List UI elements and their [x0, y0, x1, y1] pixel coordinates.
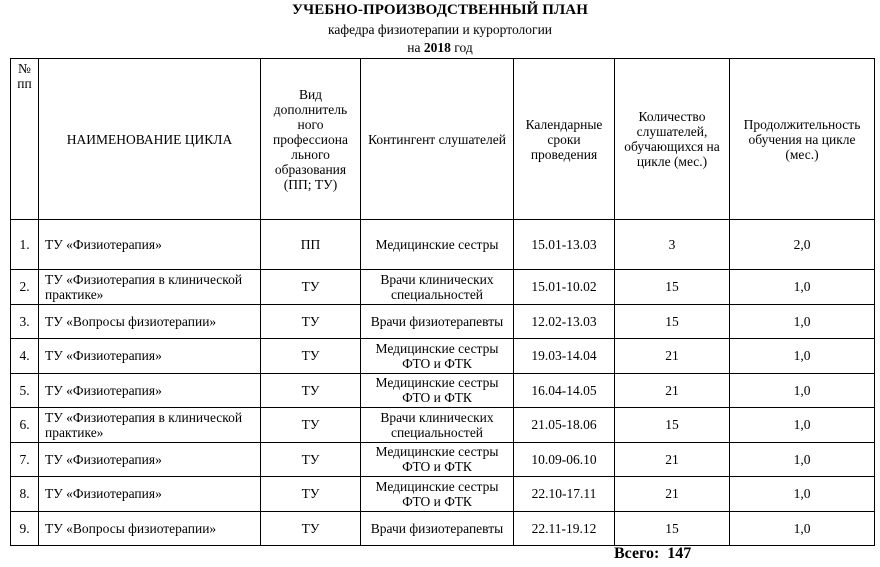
cell-duration: 1,0 — [730, 408, 875, 443]
document-title: УЧЕБНО-ПРОИЗВОДСТВЕННЫЙ ПЛАН — [292, 2, 588, 18]
cell-type: ПП — [261, 220, 361, 270]
table-row — [11, 442, 875, 477]
table-row — [11, 477, 875, 512]
cell-number: 4. — [11, 339, 39, 374]
year-suffix: год — [450, 40, 473, 55]
table-row — [11, 408, 875, 443]
table-row — [11, 220, 875, 270]
column-header-duration: Продолжительность обучения на цикле (мес.) — [730, 59, 875, 220]
cell-type: ТУ — [261, 442, 361, 477]
cell-type: ТУ — [261, 304, 361, 339]
column-header-type: Вид дополнитель ного профессиона льного образования (ПП; ТУ) — [261, 59, 361, 220]
cell-contingent: Медицинские сестры ФТО и ФТК — [361, 373, 514, 408]
cell-duration: 1,0 — [730, 304, 875, 339]
cell-name: ТУ «Физиотерапия» — [39, 220, 261, 270]
total-label: Всего: — [614, 545, 660, 562]
cell-number: 6. — [11, 408, 39, 443]
cell-contingent: Врачи физиотерапевты — [361, 304, 514, 339]
cell-number: 2. — [11, 270, 39, 305]
cell-type: ТУ — [261, 373, 361, 408]
cell-count: 15 — [615, 304, 730, 339]
cell-duration: 2,0 — [730, 220, 875, 270]
cell-count: 21 — [615, 373, 730, 408]
cell-count: 3 — [615, 220, 730, 270]
cell-contingent: Врачи клинических специальностей — [361, 408, 514, 443]
column-header-name: НАИМЕНОВАНИЕ ЦИКЛА — [39, 59, 261, 220]
cell-duration: 1,0 — [730, 270, 875, 305]
table-row — [11, 373, 875, 408]
cell-number: 5. — [11, 373, 39, 408]
cell-duration: 1,0 — [730, 373, 875, 408]
cell-count: 15 — [615, 270, 730, 305]
cell-duration: 1,0 — [730, 339, 875, 374]
cell-dates: 12.02-13.03 — [514, 304, 615, 339]
cell-type: ТУ — [261, 270, 361, 305]
cell-name: ТУ «Физиотерапия» — [39, 477, 261, 512]
cell-name: ТУ «Вопросы физиотерапии» — [39, 304, 261, 339]
cell-contingent: Врачи физиотерапевты — [361, 511, 514, 546]
cell-name: ТУ «Физиотерапия» — [39, 442, 261, 477]
cell-name: ТУ «Физиотерапия» — [39, 339, 261, 374]
table-row — [11, 339, 875, 374]
cell-dates: 10.09-06.10 — [514, 442, 615, 477]
cell-dates: 19.03-14.04 — [514, 339, 615, 374]
cell-duration: 1,0 — [730, 477, 875, 512]
cell-count: 21 — [615, 442, 730, 477]
table-row — [11, 304, 875, 339]
cell-number: 7. — [11, 442, 39, 477]
cell-name: ТУ «Физиотерапия в клинической практике» — [39, 270, 261, 305]
cell-number: 1. — [11, 220, 39, 270]
department-subtitle: кафедра физиотерапии и курортологии — [327, 22, 553, 37]
cell-contingent: Врачи клинических специальностей — [361, 270, 514, 305]
cell-type: ТУ — [261, 339, 361, 374]
cell-number: 9. — [11, 511, 39, 546]
column-header-number: № пп — [11, 59, 39, 220]
year-line — [0, 40, 880, 56]
cell-number: 3. — [11, 304, 39, 339]
cell-duration: 1,0 — [730, 442, 875, 477]
cell-contingent: Медицинские сестры ФТО и ФТК — [361, 339, 514, 374]
study-plan-table — [10, 58, 875, 546]
table-row — [11, 270, 875, 305]
cell-count: 21 — [615, 339, 730, 374]
cell-dates: 21.05-18.06 — [514, 408, 615, 443]
cell-contingent: Медицинские сестры — [361, 220, 514, 270]
year-prefix: на — [407, 40, 424, 55]
cell-dates: 15.01-10.02 — [514, 270, 615, 305]
cell-dates: 16.04-14.05 — [514, 373, 615, 408]
cell-type: ТУ — [261, 408, 361, 443]
cell-type: ТУ — [261, 511, 361, 546]
cell-count: 15 — [615, 511, 730, 546]
cell-name: ТУ «Физиотерапия в клинической практике» — [39, 408, 261, 443]
cell-count: 15 — [615, 408, 730, 443]
year-value: 2018 — [423, 40, 451, 55]
cell-type: ТУ — [261, 477, 361, 512]
cell-dates: 22.10-17.11 — [514, 477, 615, 512]
table-row — [11, 511, 875, 546]
cell-contingent: Медицинские сестры ФТО и ФТК — [361, 477, 514, 512]
column-header-dates: Календарные сроки проведения — [514, 59, 615, 220]
cell-name: ТУ «Вопросы физиотерапии» — [39, 511, 261, 546]
cell-duration: 1,0 — [730, 511, 875, 546]
cell-number: 8. — [11, 477, 39, 512]
cell-count: 21 — [615, 477, 730, 512]
cell-contingent: Медицинские сестры ФТО и ФТК — [361, 442, 514, 477]
cell-dates: 15.01-13.03 — [514, 220, 615, 270]
column-header-contingent: Контингент слушателей — [361, 59, 514, 220]
cell-name: ТУ «Физиотерапия» — [39, 373, 261, 408]
total-value: 147 — [667, 545, 692, 562]
table-header-row — [11, 59, 875, 220]
cell-dates: 22.11-19.12 — [514, 511, 615, 546]
total-line — [614, 545, 691, 563]
column-header-count: Количество слушателей, обучающихся на цикле (мес.) — [615, 59, 730, 220]
